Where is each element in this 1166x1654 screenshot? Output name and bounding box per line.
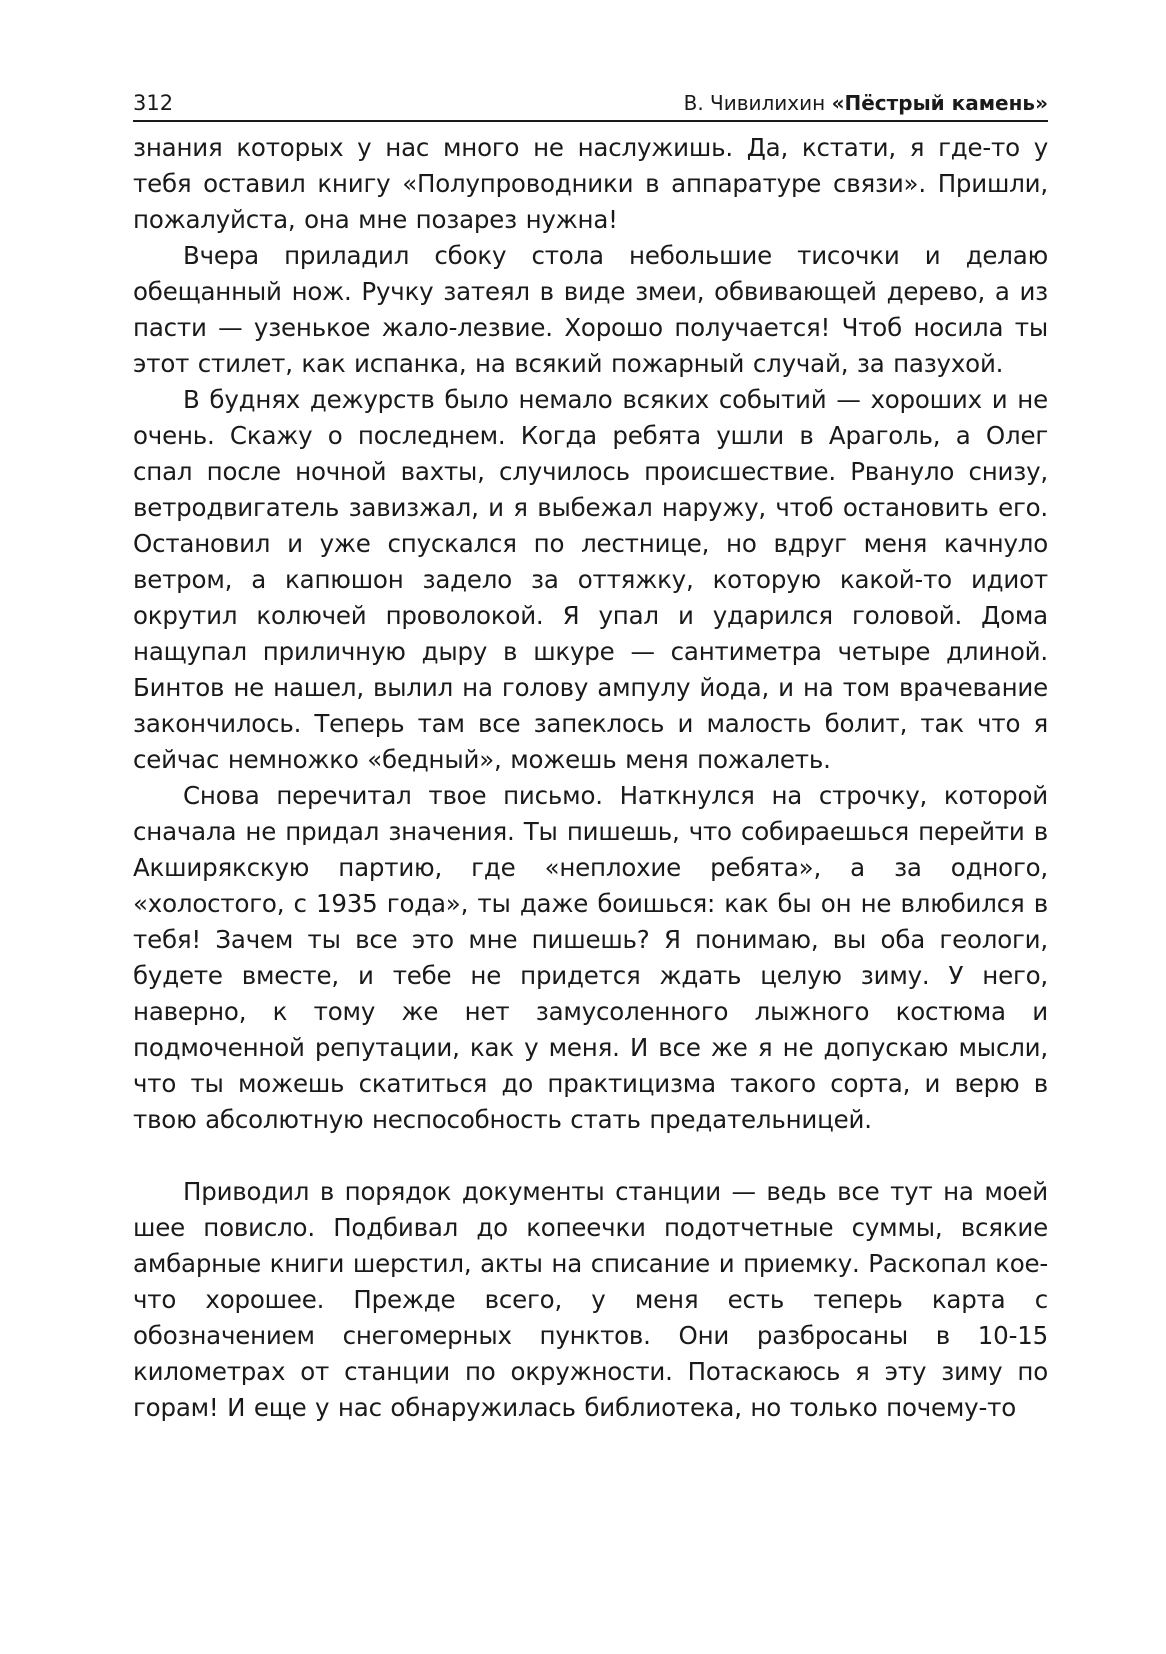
paragraph: Вчера приладил сбоку стола небольшие тисочки и делаю обещанный нож. Ручку затеял в виде змеи, обвивающей дерево, а из пасти — узенькое жало-лезвие. Хорошо получается! Чтоб носила ты этот стилет, как испанка, на всякий пожарный случай, за пазухой. (133, 241, 1048, 378)
running-header (133, 86, 1048, 122)
author-name: В. Чивилихин (683, 91, 826, 115)
page-number: 312 (133, 91, 174, 115)
paragraph: знания которых у нас много не наслужишь. Да, кстати, я где-то у тебя оставил книгу «Полупроводники в аппаратуре связи». Пришли, пожалуйста, она мне позарез нужна! (133, 133, 1048, 234)
book-title: «Пёстрый камень» (831, 91, 1048, 115)
paragraph: В буднях дежурств было немало всяких событий — хороших и не очень. Скажу о последнем. Когда ребята ушли в Араголь, а Олег спал после ночной вахты, случилось происшествие. Рвануло снизу, ветродвигатель завизжал, и я выбежал наружу, чтоб остановить его. Остановил и уже спускался по лестнице, но вдруг меня качнуло ветром, а капюшон задело за оттяжку, которую какой-то идиот окрутил колючей проволокой. Я упал и ударился головой. Дома нащупал приличную дыру в шкуре — сантиметра четыре длиной. Бинтов не нашел, вылил на голову ампулу йода, и на том врачевание закончилось. Теперь там все запеклось и малость болит, так что я сейчас немножко «бедный», можешь меня пожалеть. (133, 385, 1048, 774)
paragraph: Приводил в порядок документы станции — ведь все тут на моей шее повисло. Подбивал до копеечки подотчетные суммы, всякие амбарные книги шерстил, акты на списание и приемку. Раскопал кое-что хорошее. Прежде всего, у меня есть теперь карта с обозначением снегомерных пунктов. Они разбросаны в 10-15 километрах от станции по окружности. Потаскаюсь я эту зиму по горам! И еще у нас обнаружилась библиотека, но только почему-то (133, 1177, 1048, 1422)
body-text (133, 130, 1048, 1426)
book-page (133, 86, 1048, 1426)
header-title (684, 90, 1048, 116)
paragraph: Снова перечитал твое письмо. Наткнулся на строчку, которой сначала не придал значения. Ты пишешь, что собираешься перейти в Акширякскую партию, где «неплохие ребята», а за одного, «холостого, с 1935 года», ты даже боишься: как бы он не влюбился в тебя! Зачем ты все это мне пишешь? Я понимаю, вы оба геологи, будете вместе, и тебе не придется ждать целую зиму. У него, наверно, к тому же нет замусоленного лыжного костюма и подмоченной репутации, как у меня. И все же я не допускаю мысли, что ты можешь скатиться до практицизма такого сорта, и верю в твою абсолютную неспособность стать предательницей. (133, 781, 1048, 1134)
